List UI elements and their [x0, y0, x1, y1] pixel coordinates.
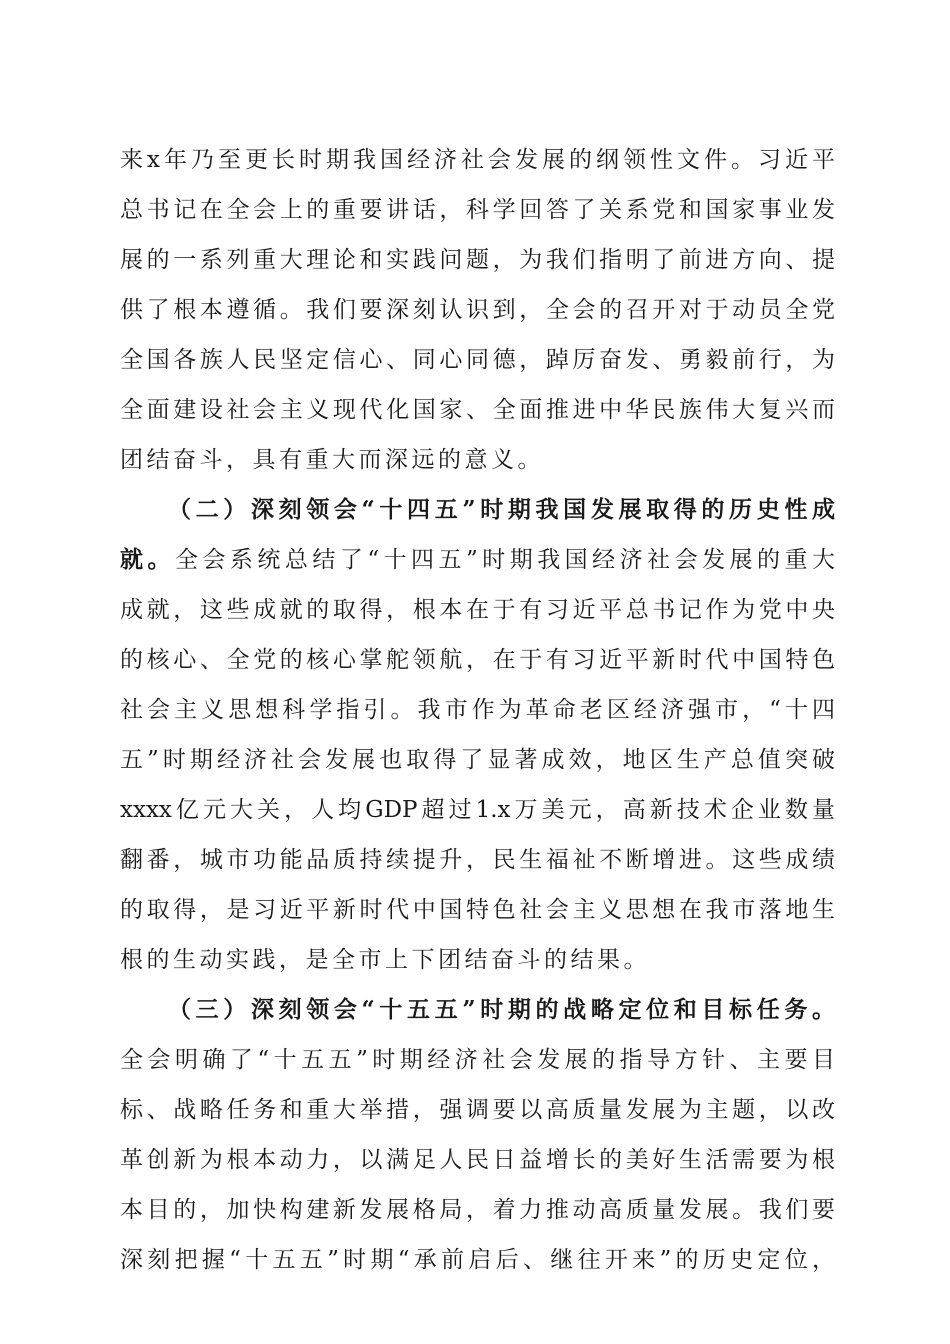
section-heading: （二）深刻领会“十四五”时期我国发展取得的历史性成	[168, 496, 835, 523]
text-line: 总书记在全会上的重要讲话，科学回答了关系党和国家事业发	[120, 197, 835, 223]
text-line: 团结奋斗，具有重大而深远的意义。	[120, 447, 544, 473]
text-line: 深刻把握“十五五”时期“承前启后、继往开来”的历史定位，	[120, 1247, 835, 1273]
text-line: 展的一系列重大理论和实践问题，为我们指明了前进方向、提	[120, 247, 835, 273]
section-heading-end: 就。	[120, 546, 175, 573]
text-line: 成就，这些成就的取得，根本在于有习近平总书记作为党中央	[120, 597, 835, 623]
text-line: 供了根本遵循。我们要深刻认识到，全会的召开对于动员全党	[120, 297, 835, 323]
text-line: 全国各族人民坚定信心、同心同德，踔厉奋发、勇毅前行，为	[120, 347, 835, 373]
section-heading: （三）深刻领会“十五五”时期的战略定位和目标任务。	[168, 996, 835, 1023]
text-segment: 全会系统总结了“十四五”时期我国经济社会发展的重大	[174, 547, 835, 573]
text-line: 的核心、全党的核心掌舵领航，在于有习近平新时代中国特色	[120, 647, 835, 673]
text-line: 的取得，是习近平新时代中国特色社会主义思想在我市落地生	[120, 897, 835, 923]
text-line: 五”时期经济社会发展也取得了显著成效，地区生产总值突破	[120, 747, 835, 773]
text-line: 全会明确了“十五五”时期经济社会发展的指导方针、主要目	[120, 1047, 835, 1073]
text-line: 全面建设社会主义现代化国家、全面推进中华民族伟大复兴而	[120, 397, 835, 423]
text-line	[120, 540, 835, 580]
text-line: 革创新为根本动力，以满足人民日益增长的美好生活需要为根	[120, 1147, 835, 1173]
text-line: xxxx亿元大关，人均GDP超过1.x万美元，高新技术企业数量	[120, 797, 835, 823]
text-line: 来x年乃至更长时期我国经济社会发展的纲领性文件。习近平	[120, 147, 835, 173]
text-line: 社会主义思想科学指引。我市作为革命老区经济强市，“十四	[120, 697, 835, 723]
text-line: 翻番，城市功能品质持续提升，民生福祉不断增进。这些成绩	[120, 847, 835, 873]
text-line: 本目的，加快构建新发展格局，着力推动高质量发展。我们要	[120, 1197, 835, 1223]
text-line: 根的生动实践，是全市上下团结奋斗的结果。	[120, 947, 650, 973]
text-line: 标、战略任务和重大举措，强调要以高质量发展为主题，以改	[120, 1097, 835, 1123]
